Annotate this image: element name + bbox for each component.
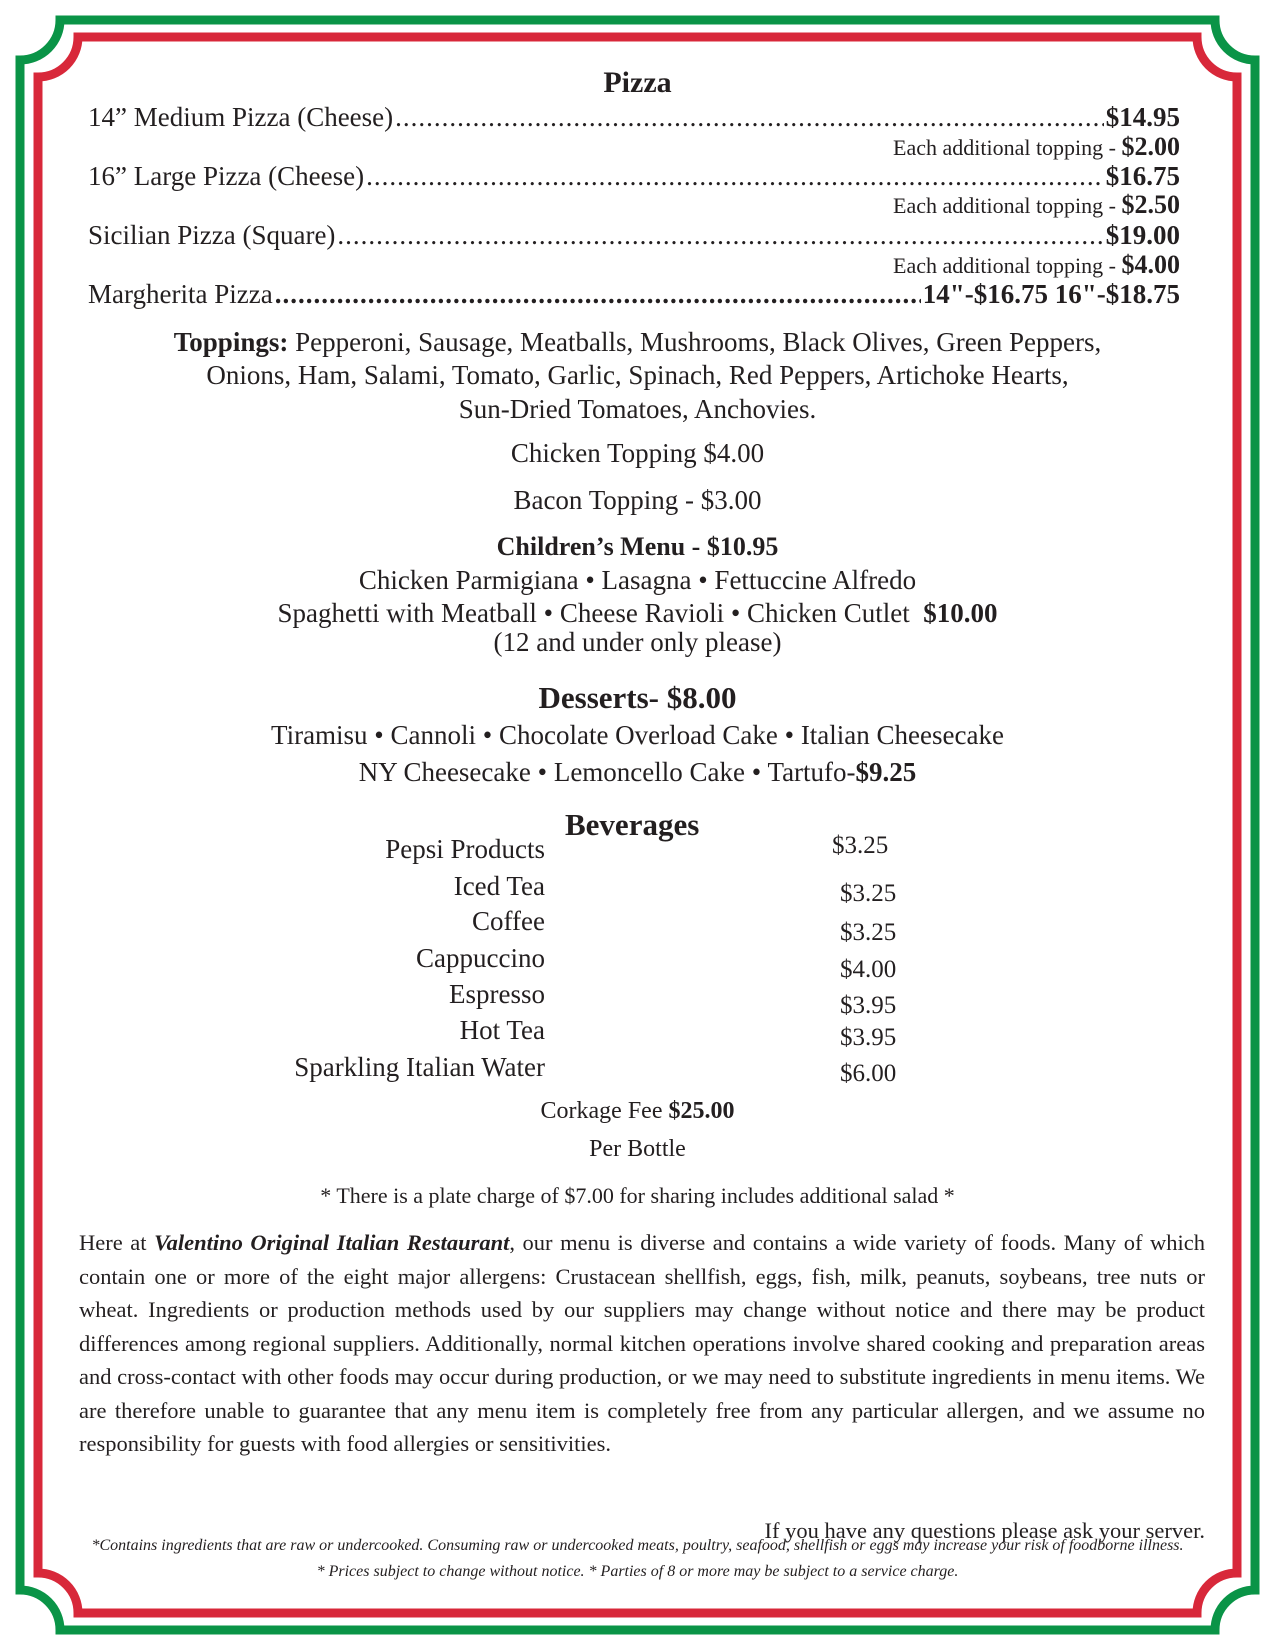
corkage-label: Corkage Fee xyxy=(540,1098,663,1124)
item-price: $16.75 xyxy=(1105,161,1180,191)
beverage-name: Cappuccino xyxy=(416,943,545,973)
allergen-body: , our menu is diverse and contains a wide variety of foods. Many of which contain one or more of the eight major allergens: Crustacean shellfish, eggs, fish, milk, peanuts, soybeans, tree nuts or wheat. Ingredients or production methods used by our suppliers may change without notice and there may be product differences among regional suppliers. Additionally, normal kitchen operations involve shared cooking and preparation areas and cross-contact with other foods may occur during production, or we may need to substitute ingredients in menu items. We are therefore unable to guarantee that any menu item is completely free from any particular allergen, and we assume no responsibility for guests with food allergies or sensitivities. xyxy=(79,1230,1206,1456)
questions-note: If you have any questions please ask your server. xyxy=(764,1518,1205,1543)
beverage-name: Sparkling Italian Water xyxy=(294,1052,545,1082)
topping-label: Each additional topping - xyxy=(893,193,1116,218)
pricing-note: * Prices subject to change without notice. * Parties of 8 or more may be subject to a service charge. xyxy=(316,1563,959,1580)
topping-price: $2.50 xyxy=(1121,190,1180,219)
item-price: 14"-$16.75 16"-$18.75 xyxy=(922,279,1180,309)
menu-item-sicilian-pizza xyxy=(88,220,1180,251)
desserts-items: NY Cheesecake • Lemoncello Cake • Tartufo- xyxy=(358,757,856,787)
topping-label: Each additional topping - xyxy=(893,135,1116,160)
toppings-text: Pepperoni, Sausage, Meatballs, Mushrooms, Black Olives, Green Peppers, xyxy=(295,327,1102,357)
beverage-price: $3.95 xyxy=(840,992,897,1019)
item-name: Margherita Pizza xyxy=(88,279,273,309)
beverage-price: $3.25 xyxy=(840,880,897,907)
childrens-price: $10.00 xyxy=(923,598,998,628)
beverage-name: Iced Tea xyxy=(453,871,545,901)
topping-price: $4.00 xyxy=(1121,250,1180,279)
beverage-name: Pepsi Products xyxy=(385,834,545,864)
beverage-price: $3.25 xyxy=(832,832,889,859)
allergen-statement xyxy=(79,1226,1205,1461)
item-price: $14.95 xyxy=(1105,102,1180,132)
desserts-line-2 xyxy=(0,757,1275,788)
beverages-heading: Beverages xyxy=(565,807,700,842)
topping-price-large xyxy=(893,190,1180,220)
item-name: 14” Medium Pizza (Cheese) xyxy=(88,102,394,132)
beverage-name: Hot Tea xyxy=(459,1015,545,1045)
topping-label: Each additional topping - xyxy=(893,253,1116,278)
childrens-items: Spaghetti with Meatball • Cheese Ravioli • Chicken Cutlet xyxy=(277,598,910,628)
chicken-topping: Chicken Topping $4.00 xyxy=(510,438,765,468)
topping-price-medium xyxy=(893,132,1180,162)
desserts-heading: Desserts- $8.00 xyxy=(538,680,737,715)
topping-price-sicilian xyxy=(893,250,1180,280)
beverage-name: Coffee xyxy=(472,906,545,936)
raw-food-warning: *Contains ingredients that are raw or undercooked. Consuming raw or undercooked meats, poultry, seafood, shellfish or eggs may increase your risk of foodborne illness. xyxy=(91,1537,1184,1554)
childrens-menu-heading: Children’s Menu - $10.95 xyxy=(496,532,779,561)
allergen-intro: Here at xyxy=(79,1230,147,1255)
beverage-name: Espresso xyxy=(449,979,545,1009)
topping-price: $2.00 xyxy=(1121,132,1180,161)
toppings-label: Toppings: xyxy=(173,327,289,357)
corkage-unit: Per Bottle xyxy=(589,1136,686,1162)
menu-item-large-pizza xyxy=(88,161,1180,192)
item-price: $19.00 xyxy=(1105,220,1180,250)
beverage-price: $6.00 xyxy=(840,1060,897,1087)
item-name: Sicilian Pizza (Square) xyxy=(88,220,336,250)
beverage-price: $3.25 xyxy=(840,919,897,946)
tartufo-price: $9.25 xyxy=(855,757,917,787)
toppings-line-3: Sun-Dried Tomatoes, Anchovies. xyxy=(458,394,817,424)
childrens-line-2 xyxy=(0,598,1275,629)
menu-item-medium-pizza xyxy=(88,102,1180,133)
childrens-line-1: Chicken Parmigiana • Lasagna • Fettuccine Alfredo xyxy=(358,565,917,595)
childrens-note: (12 and under only please) xyxy=(493,627,782,657)
toppings-line-1 xyxy=(0,327,1275,358)
beverage-price: $4.00 xyxy=(840,956,897,983)
bacon-topping: Bacon Topping - $3.00 xyxy=(513,485,762,515)
toppings-line-2: Onions, Ham, Salami, Tomato, Garlic, Spinach, Red Peppers, Artichoke Hearts, xyxy=(206,360,1069,390)
plate-charge-note: * There is a plate charge of $7.00 for sharing includes additional salad * xyxy=(320,1183,955,1208)
corkage-fee xyxy=(0,1098,1275,1125)
menu-item-margherita-pizza xyxy=(88,279,1180,310)
corkage-price: $25.00 xyxy=(668,1098,735,1124)
item-name: 16” Large Pizza (Cheese) xyxy=(88,161,365,191)
restaurant-name: Valentino Original Italian Restaurant xyxy=(154,1230,510,1255)
pizza-heading: Pizza xyxy=(603,66,672,99)
beverage-price: $3.95 xyxy=(840,1024,897,1051)
desserts-line-1: Tiramisu • Cannoli • Chocolate Overload Cake • Italian Cheesecake xyxy=(271,720,1004,750)
